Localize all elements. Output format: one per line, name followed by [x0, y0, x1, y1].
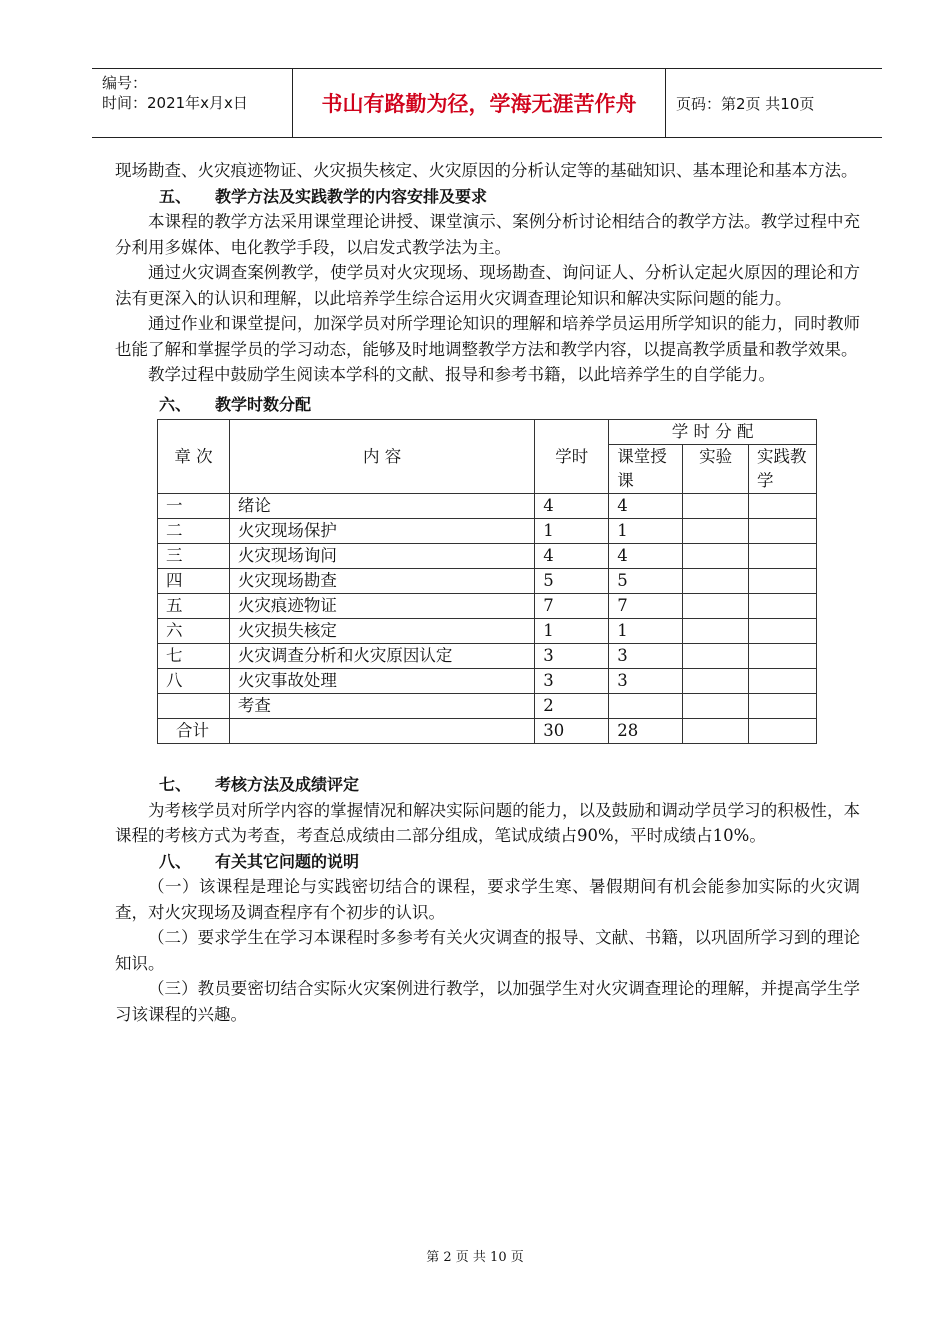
cell-chapter: 二 [158, 519, 230, 544]
cell-lecture: 28 [609, 719, 683, 744]
paragraph: 本课程的教学方法采用课堂理论讲授、课堂演示、案例分析讨论相结合的教学方法。教学过程中充分利用多媒体、电化教学手段，以启发式教学法为主。 [115, 212, 860, 257]
paragraph: 通过作业和课堂提问，加深学员对所学理论知识的理解和培养学员运用所学知识的能力，同时教师也能了解和掌握学员的学习动态，能够及时地调整教学方法和教学内容，以提高教学质量和教学效果。 [115, 314, 860, 359]
cell-practice [749, 594, 817, 619]
section-title: 考核方法及成绩评定 [215, 775, 360, 794]
cell-content [229, 719, 534, 744]
cell-chapter: 六 [158, 619, 230, 644]
table-row [158, 619, 817, 644]
header-lecture: 课堂授课 [609, 445, 683, 494]
section-title: 有关其它问题的说明 [215, 851, 360, 871]
header-practice: 实践教学 [749, 445, 817, 494]
cell-lab [683, 544, 749, 569]
header-chapter: 章 次 [158, 420, 230, 494]
cell-lab [683, 719, 749, 744]
cell-content: 火灾现场勘查 [229, 569, 534, 594]
spacer [115, 744, 860, 772]
table-row [158, 494, 817, 519]
paragraph: 教学过程中鼓励学生阅读本学科的文献、报导和参考书籍，以此培养学生的自学能力。 [148, 365, 775, 384]
section-number: 六、 [159, 394, 192, 414]
cell-lecture: 5 [609, 569, 683, 594]
paragraph: （一）该课程是理论与实践密切结合的课程，要求学生寒、暑假期间有机会能参加实际的火灾调查，对火灾现场及调查程序有个初步的认识。 [115, 877, 860, 922]
paragraph: 通过火灾调查案例教学，使学员对火灾现场、现场勘查、询问证人、分析认定起火原因的理论和方法有更深入的认识和理解，以此培养学生综合运用火灾调查理论知识和解决实际问题的能力。 [115, 263, 860, 308]
cell-lab [683, 594, 749, 619]
cell-hours: 4 [535, 494, 609, 519]
cell-lab [683, 569, 749, 594]
paragraph: 为考核学员对所学内容的掌握情况和解决实际问题的能力，以及鼓励和调动学员学习的积极性，本课程的考核方式为考查，考查总成绩由二部分组成，笔试成绩占90%，平时成绩占10%。 [115, 800, 860, 845]
cell-practice [749, 494, 817, 519]
cell-hours: 1 [535, 619, 609, 644]
table-body [158, 494, 817, 744]
cell-lab [683, 619, 749, 644]
cell-lab [683, 494, 749, 519]
cell-lab [683, 519, 749, 544]
paragraph: （二）要求学生在学习本课程时多参考有关火灾调查的报导、文献、书籍，以巩固所学习到的理论知识。 [115, 928, 860, 973]
cell-practice [749, 544, 817, 569]
cell-content: 火灾调查分析和火灾原因认定 [229, 644, 534, 669]
cell-practice [749, 569, 817, 594]
cell-content: 绪论 [229, 494, 534, 519]
cell-content: 火灾损失核定 [229, 619, 534, 644]
header-meta [92, 69, 292, 137]
document-body [115, 158, 860, 1027]
cell-lecture: 4 [609, 494, 683, 519]
cell-practice [749, 669, 817, 694]
intro-paragraph: 现场勘查、火灾痕迹物证、火灾损失核定、火灾原因的分析认定等的基础知识、基本理论和基本方法。 [115, 161, 858, 180]
cell-hours: 2 [535, 694, 609, 719]
cell-practice [749, 694, 817, 719]
cell-content: 火灾现场询问 [229, 544, 534, 569]
cell-hours: 3 [535, 669, 609, 694]
table-row [158, 719, 817, 744]
cell-chapter: 七 [158, 644, 230, 669]
table-row [158, 669, 817, 694]
cell-chapter: 三 [158, 544, 230, 569]
section-heading-5 [115, 184, 860, 210]
table-header-row [158, 420, 817, 445]
header-content: 内 容 [229, 420, 534, 494]
table-row [158, 519, 817, 544]
section-number: 七、 [159, 775, 192, 794]
cell-lecture: 4 [609, 544, 683, 569]
cell-hours: 3 [535, 644, 609, 669]
cell-lecture: 7 [609, 594, 683, 619]
cell-practice [749, 619, 817, 644]
cell-chapter: 四 [158, 569, 230, 594]
table-row [158, 569, 817, 594]
section-number: 八、 [159, 851, 192, 871]
cell-lecture [609, 694, 683, 719]
cell-practice [749, 519, 817, 544]
cell-content: 火灾事故处理 [229, 669, 534, 694]
cell-content: 火灾现场保护 [229, 519, 534, 544]
cell-lecture: 1 [609, 519, 683, 544]
header-hours: 学时 [535, 420, 609, 494]
cell-lecture: 3 [609, 669, 683, 694]
cell-lab [683, 694, 749, 719]
header-distribution: 学 时 分 配 [609, 420, 817, 445]
table-row [158, 594, 817, 619]
section-number: 五、 [159, 186, 192, 206]
hours-table [157, 419, 817, 744]
cell-lecture: 3 [609, 644, 683, 669]
header-motto: 书山有路勤为径，学海无涯苦作舟 [292, 69, 666, 137]
table-row [158, 694, 817, 719]
time-label: 时间：2021年x月x日 [102, 94, 248, 112]
header-lab: 实验 [683, 445, 749, 494]
section-heading-7 [115, 772, 860, 798]
cell-chapter: 五 [158, 594, 230, 619]
cell-practice [749, 644, 817, 669]
section-title: 教学时数分配 [215, 394, 312, 414]
cell-hours: 30 [535, 719, 609, 744]
cell-chapter: 八 [158, 669, 230, 694]
section-title: 教学方法及实践教学的内容安排及要求 [215, 186, 488, 206]
cell-hours: 1 [535, 519, 609, 544]
cell-content: 考查 [229, 694, 534, 719]
page-header [92, 68, 882, 138]
cell-hours: 4 [535, 544, 609, 569]
cell-lecture: 1 [609, 619, 683, 644]
table-row [158, 644, 817, 669]
cell-content: 火灾痕迹物证 [229, 594, 534, 619]
cell-lab [683, 644, 749, 669]
number-label: 编号： [102, 74, 148, 92]
paragraph: （三）教员要密切结合实际火灾案例进行教学，以加强学生对火灾调查理论的理解，并提高学生学习该课程的兴趣。 [115, 979, 860, 1024]
cell-hours: 7 [535, 594, 609, 619]
cell-hours: 5 [535, 569, 609, 594]
header-page-label: 页码：第2页 共10页 [676, 94, 815, 113]
cell-lab [683, 669, 749, 694]
cell-chapter: 一 [158, 494, 230, 519]
section-heading-8 [115, 849, 860, 875]
cell-chapter: 合计 [158, 719, 230, 744]
table-row [158, 544, 817, 569]
page-footer: 第 2 页 共 10 页 [426, 1250, 524, 1265]
section-heading-6 [115, 392, 860, 418]
cell-chapter [158, 694, 230, 719]
cell-practice [749, 719, 817, 744]
